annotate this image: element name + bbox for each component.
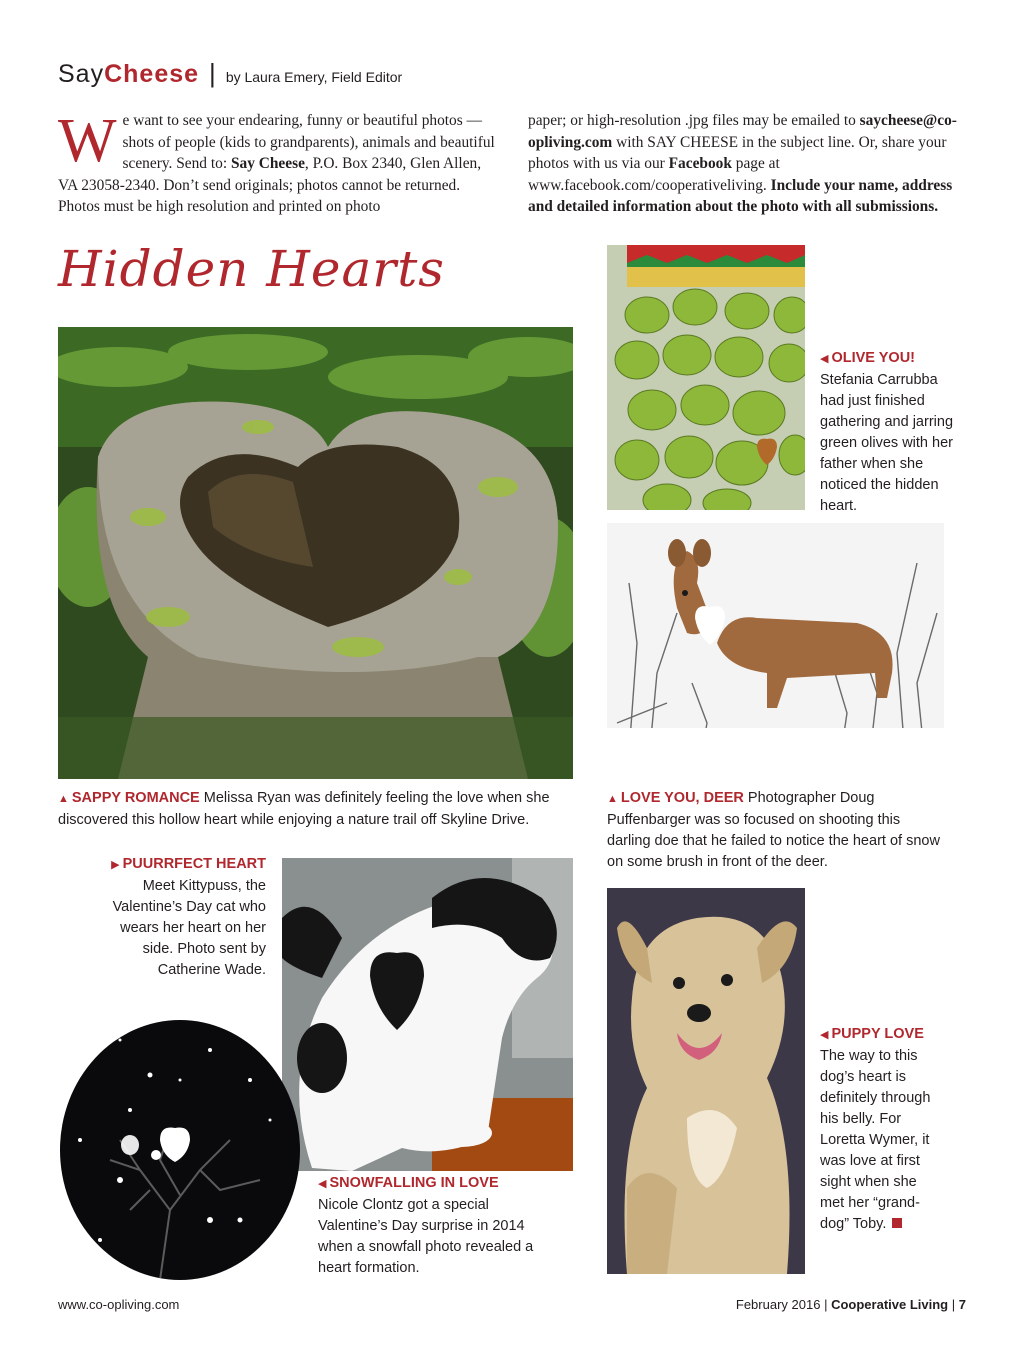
caption-puurrfect-heart	[100, 854, 266, 981]
stump-heart-photo	[58, 327, 573, 779]
caption-arrow-left-icon: ◀	[820, 353, 829, 365]
footer-magazine: Cooperative Living	[831, 1297, 949, 1312]
caption-arrow-left-icon: ◀	[820, 1029, 829, 1041]
caption-arrow-right-icon: ▶	[111, 859, 120, 871]
intro-text-3: paper; or high-resolution .jpg files may be emailed to	[528, 112, 860, 129]
intro-text-2: , P.O. Box 2340, Glen Allen, VA 23058-2340. Don’t send originals; photos cannot be returned. Photos must be high resolution and printed on photo	[58, 155, 482, 216]
intro-dropcap: W	[58, 107, 117, 175]
caption-sappy-head: SAPPY ROMANCE	[71, 790, 200, 806]
caption-snow-head: SNOWFALLING IN LOVE	[329, 1175, 499, 1191]
cat-photo	[282, 858, 573, 1171]
intro-text-4: with SAY CHEESE in the subject line. Or, share your photos with us via our	[528, 133, 947, 173]
header-cheese: Cheese	[104, 60, 200, 88]
caption-sappy-romance	[58, 788, 578, 831]
deer-photo	[607, 523, 944, 781]
intro-submission-note: Include your name, address and detailed information about the photo with all submissions.	[528, 176, 953, 216]
caption-olive-head: OLIVE YOU!	[831, 350, 915, 366]
header-separator: |	[209, 58, 216, 88]
caption-arrow-up-icon: ▲	[607, 793, 618, 805]
caption-snow-body: Nicole Clontz got a special Valentine’s Day surprise in 2014 when a snowfall photo revealed a heart formation.	[318, 1197, 534, 1276]
caption-love-you-deer	[607, 788, 947, 873]
snowfall-heart-photo	[60, 1020, 300, 1280]
caption-cat-body: Meet Kittypuss, the Valentine’s Day cat who wears her heart on her side. Photo sent by Catherine Wade.	[112, 878, 266, 978]
caption-arrow-up-icon: ▲	[58, 793, 69, 805]
footer-date: February 2016	[735, 1297, 821, 1312]
footer-folio	[736, 1297, 966, 1312]
caption-sappy-body: Melissa Ryan was definitely feeling the love when she discovered this hollow heart while enjoying a nature trail off Skyline Drive.	[58, 790, 550, 828]
caption-cat-head: PUURRFECT HEART	[122, 856, 266, 872]
intro-facebook-link[interactable]: Facebook	[668, 155, 732, 173]
intro-text-5: page at www.facebook.com/cooperativeliving.	[528, 155, 780, 194]
footer-website[interactable]: www.co-opliving.com	[58, 1297, 180, 1312]
page-title: Hidden Hearts	[58, 240, 445, 298]
end-mark-icon	[892, 1218, 902, 1228]
caption-snowfalling-in-love	[318, 1173, 548, 1279]
caption-puppy-love	[820, 1024, 938, 1235]
section-header	[58, 58, 402, 92]
footer-page-number: 7	[958, 1297, 966, 1312]
footer-separator-2: |	[951, 1297, 956, 1312]
caption-puppy-body: The way to this dog’s heart is definitely through his belly. For Loretta Wymer, it was love at first sight when she met her “grand-dog” Toby.	[820, 1048, 931, 1232]
intro-say-cheese: Say Cheese	[230, 155, 305, 173]
olive-jar-photo	[607, 245, 805, 510]
intro-text-1: e want to see your endearing, funny or beautiful photos — shots of people (kids to grandparents), animals and beautiful scenery. Send to:	[122, 112, 495, 173]
footer-separator: |	[824, 1297, 828, 1312]
caption-olive-body: Stefania Carrubba had just finished gathering and jarring green olives with her father when she noticed the hidden heart.	[820, 372, 954, 514]
caption-arrow-left-icon: ◀	[318, 1178, 327, 1190]
caption-deer-body: Photographer Doug Puffenbarger was so focused on shooting this darling doe that he failed to notice the heart of snow on some brush in front of the deer.	[607, 790, 940, 870]
puppy-photo	[607, 888, 805, 1274]
caption-deer-head: LOVE YOU, DEER	[620, 790, 744, 806]
intro-email-link[interactable]: saycheese@co-opliving.com	[528, 112, 957, 151]
header-say: Say	[58, 60, 105, 88]
intro-right-column	[528, 110, 968, 218]
caption-puppy-head: PUPPY LOVE	[831, 1026, 924, 1042]
intro-left-column	[58, 107, 498, 218]
header-byline: by Laura Emery, Field Editor	[225, 69, 403, 85]
caption-olive-you	[820, 348, 960, 517]
